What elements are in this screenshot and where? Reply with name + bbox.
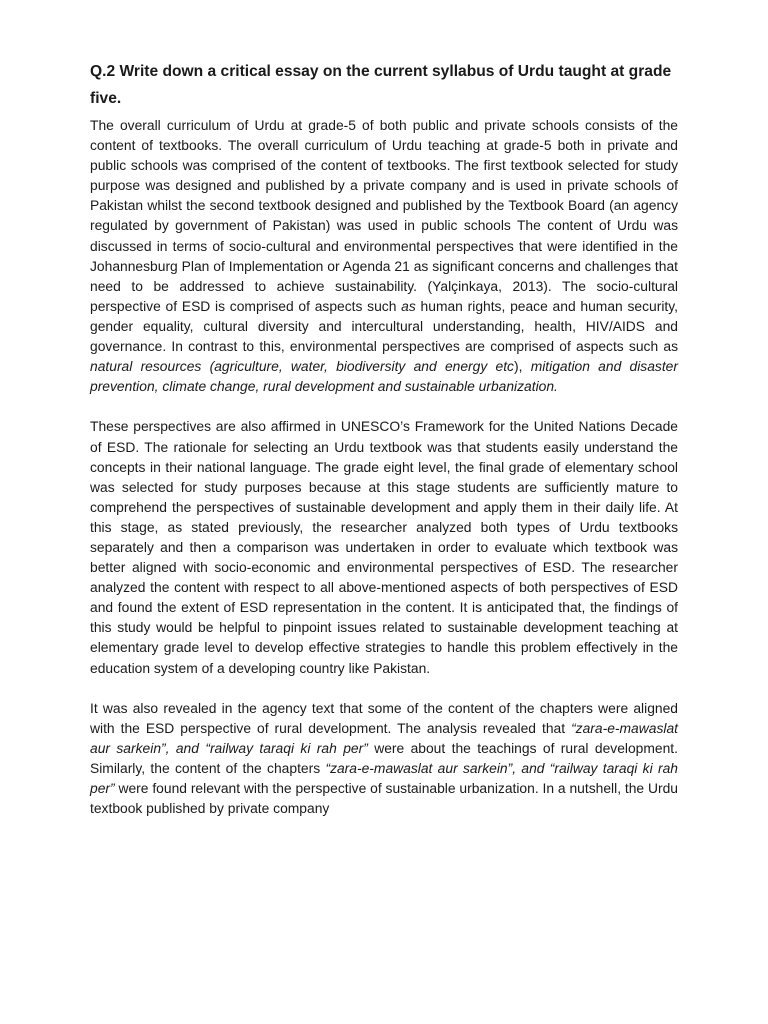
question-heading: Q.2 Write down a critical essay on the current syllabus of Urdu taught at grade five.: [90, 63, 672, 107]
text-segment-italic: natural resources (agriculture, water, biodiversity and energy etc: [90, 358, 514, 375]
paragraph-1: [90, 115, 678, 396]
text-segment-italic: as: [401, 297, 416, 314]
text-segment-italic: “zara-e-mawaslat aur sarkein”, and “railway taraqi ki rah per”: [90, 719, 678, 756]
text-segment-italic: mitigation and disaster prevention, climate change, rural development and sustainable urbanization.: [90, 358, 678, 395]
text-segment-italic: “zara-e-mawaslat aur sarkein”, and “railway taraqi ki rah per”: [90, 760, 678, 797]
paragraph-2: [90, 416, 678, 677]
text-segment: These perspectives are also affirmed in UNESCO’s Framework for the United Nations Decade of ESD. The rationale for selecting an Urdu textbook was that students easily understand the concepts in their national language. The grade eight level, the final grade of elementary school was selected for study purposes because at this stage students are sufficiently mature to comprehend the perspectives of sustainable development and apply them in their daily life. At this stage, as stated previously, the researcher analyzed both types of Urdu textbooks separately and then a comparison was undertaken in order to evaluate which textbook was better aligned with socio-economic and environmental perspectives of ESD. The researcher analyzed the content with respect to all above-mentioned aspects of both perspectives of ESD and found the extent of ESD representation in the content. It is anticipated that, the findings of this study would be helpful to pinpoint issues related to sustainable development teaching at elementary grade level to develop effective strategies to handle this problem effectively in the education system of a developing country like Pakistan.: [90, 418, 678, 676]
text-segment: human rights, peace and human security, gender equality, cultural diversity and intercultural understanding, health, HIV/AIDS and governance. In contrast to this, environmental perspectives are comprised of aspects such as: [90, 297, 678, 355]
text-segment: were about the teachings of rural development. Similarly, the content of the chapters: [90, 739, 678, 776]
document-page: [90, 58, 678, 838]
text-segment: ),: [513, 358, 531, 375]
text-segment: The overall curriculum of Urdu at grade-5 of both public and private schools consists of the content of textbooks. The overall curriculum of Urdu teaching at grade-5 both in private and public schools was comprised of the content of textbooks. The first textbook selected for study purpose was designed and published by a private company and is used in private schools of Pakistan whilst the second textbook designed and published by the Textbook Board (an agency regulated by government of Pakistan) was used in public schools The content of Urdu was discussed in terms of socio-cultural and environmental perspectives that were identified in the Johannesburg Plan of Implementation or Agenda 21 as significant concerns and challenges that need to be addressed to achieve sustainability. (Yalçinkaya, 2013). The socio-cultural perspective of ESD is comprised of aspects such: [90, 117, 678, 314]
text-segment: were found relevant with the perspective of sustainable urbanization. In a nutshell, the Urdu textbook published by private company: [90, 780, 678, 817]
paragraph-3: [90, 698, 678, 819]
text-segment: It was also revealed in the agency text that some of the content of the chapters were aligned with the ESD perspective of rural development. The analysis revealed that: [90, 699, 678, 736]
